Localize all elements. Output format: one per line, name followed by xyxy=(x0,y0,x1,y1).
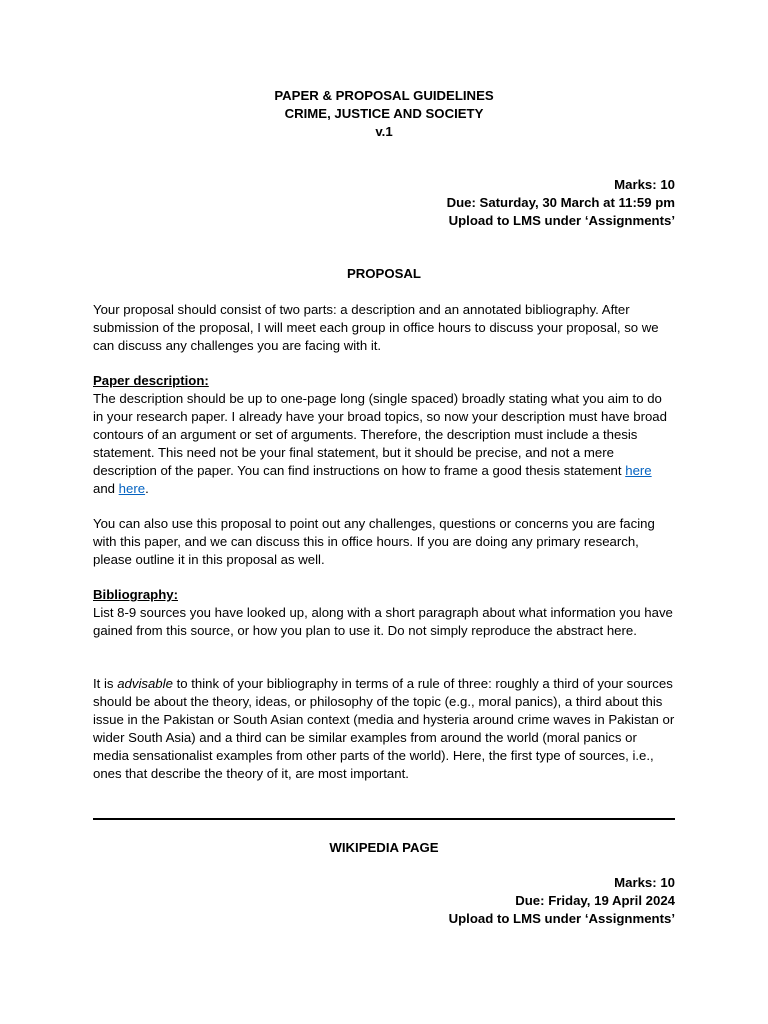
rule-of-three-paragraph xyxy=(93,675,675,783)
document-title xyxy=(93,87,675,141)
proposal-meta xyxy=(93,176,675,230)
bibliography-section xyxy=(93,586,675,640)
thesis-link-1[interactable]: here xyxy=(625,463,652,478)
bibliography-heading: Bibliography: xyxy=(93,587,178,602)
wikipedia-upload-instruction: Upload to LMS under ‘Assignments’ xyxy=(448,911,675,926)
wikipedia-due-date: Due: Friday, 19 April 2024 xyxy=(515,893,675,908)
wikipedia-meta xyxy=(93,874,675,928)
paper-description-heading: Paper description: xyxy=(93,373,209,388)
rule-post-text: to think of your bibliography in terms of a rule of three: roughly a third of your sources should be about the theory, ideas, or philosophy of the topic (e.g., moral panics), a third about this issue in the Pakistan or South Asian context (media and hysteria around crime waves in Pakistan or wider South Asia) and a third can be similar examples from around the world (moral panics or media sensationalist examples from other parts of the world). Here, the first type of sources, i.e., ones that describe the theory of it, are most important. xyxy=(93,676,675,781)
proposal-intro-paragraph: Your proposal should consist of two parts: a description and an annotated bibliography. After submission of the proposal, I will meet each group in office hours to discuss your proposal, so we can discuss any challenges you are facing with it. xyxy=(93,302,659,353)
version-label: v.1 xyxy=(375,124,393,139)
proposal-upload-instruction: Upload to LMS under ‘Assignments’ xyxy=(448,213,675,228)
proposal-marks: Marks: 10 xyxy=(614,177,675,192)
rule-pre-text: It is xyxy=(93,676,118,691)
proposal-heading: PROPOSAL xyxy=(346,266,421,281)
proposal-due-date: Due: Saturday, 30 March at 11:59 pm xyxy=(446,195,675,210)
and-text: and xyxy=(93,481,119,496)
thesis-link-2[interactable]: here xyxy=(118,481,146,496)
bibliography-paragraph: List 8-9 sources you have looked up, along with a short paragraph about what information you have gained from this source, or how you plan to use it. Do not simply reproduce the abstract here. xyxy=(93,605,673,638)
title-line-2: CRIME, JUSTICE AND SOCIETY xyxy=(284,106,484,121)
rule-italic-text: advisable xyxy=(117,676,173,691)
paper-description-text: The description should be up to one-page long (single spaced) broadly stating what you aim to do in your research paper. I already have your broad topics, so now your description must have broad contours of an argument or set of arguments. Therefore, the description must include a thesis statement. This need not be your final statement, but it should be precise, and not a mere description of the paper. You can find instructions on how to frame a good thesis statement xyxy=(93,391,667,478)
wikipedia-heading: WIKIPEDIA PAGE xyxy=(329,840,439,855)
period-text: . xyxy=(145,481,149,496)
section-divider xyxy=(93,818,675,820)
title-line-1: PAPER & PROPOSAL GUIDELINES xyxy=(274,88,494,103)
paper-description-paragraph xyxy=(93,390,675,498)
paper-description-section xyxy=(93,372,675,498)
wikipedia-marks: Marks: 10 xyxy=(614,875,675,890)
challenges-paragraph: You can also use this proposal to point out any challenges, questions or concerns you are facing with this paper, and we can discuss this in office hours. If you are doing any primary research, please outline it in this proposal as well. xyxy=(93,516,655,567)
